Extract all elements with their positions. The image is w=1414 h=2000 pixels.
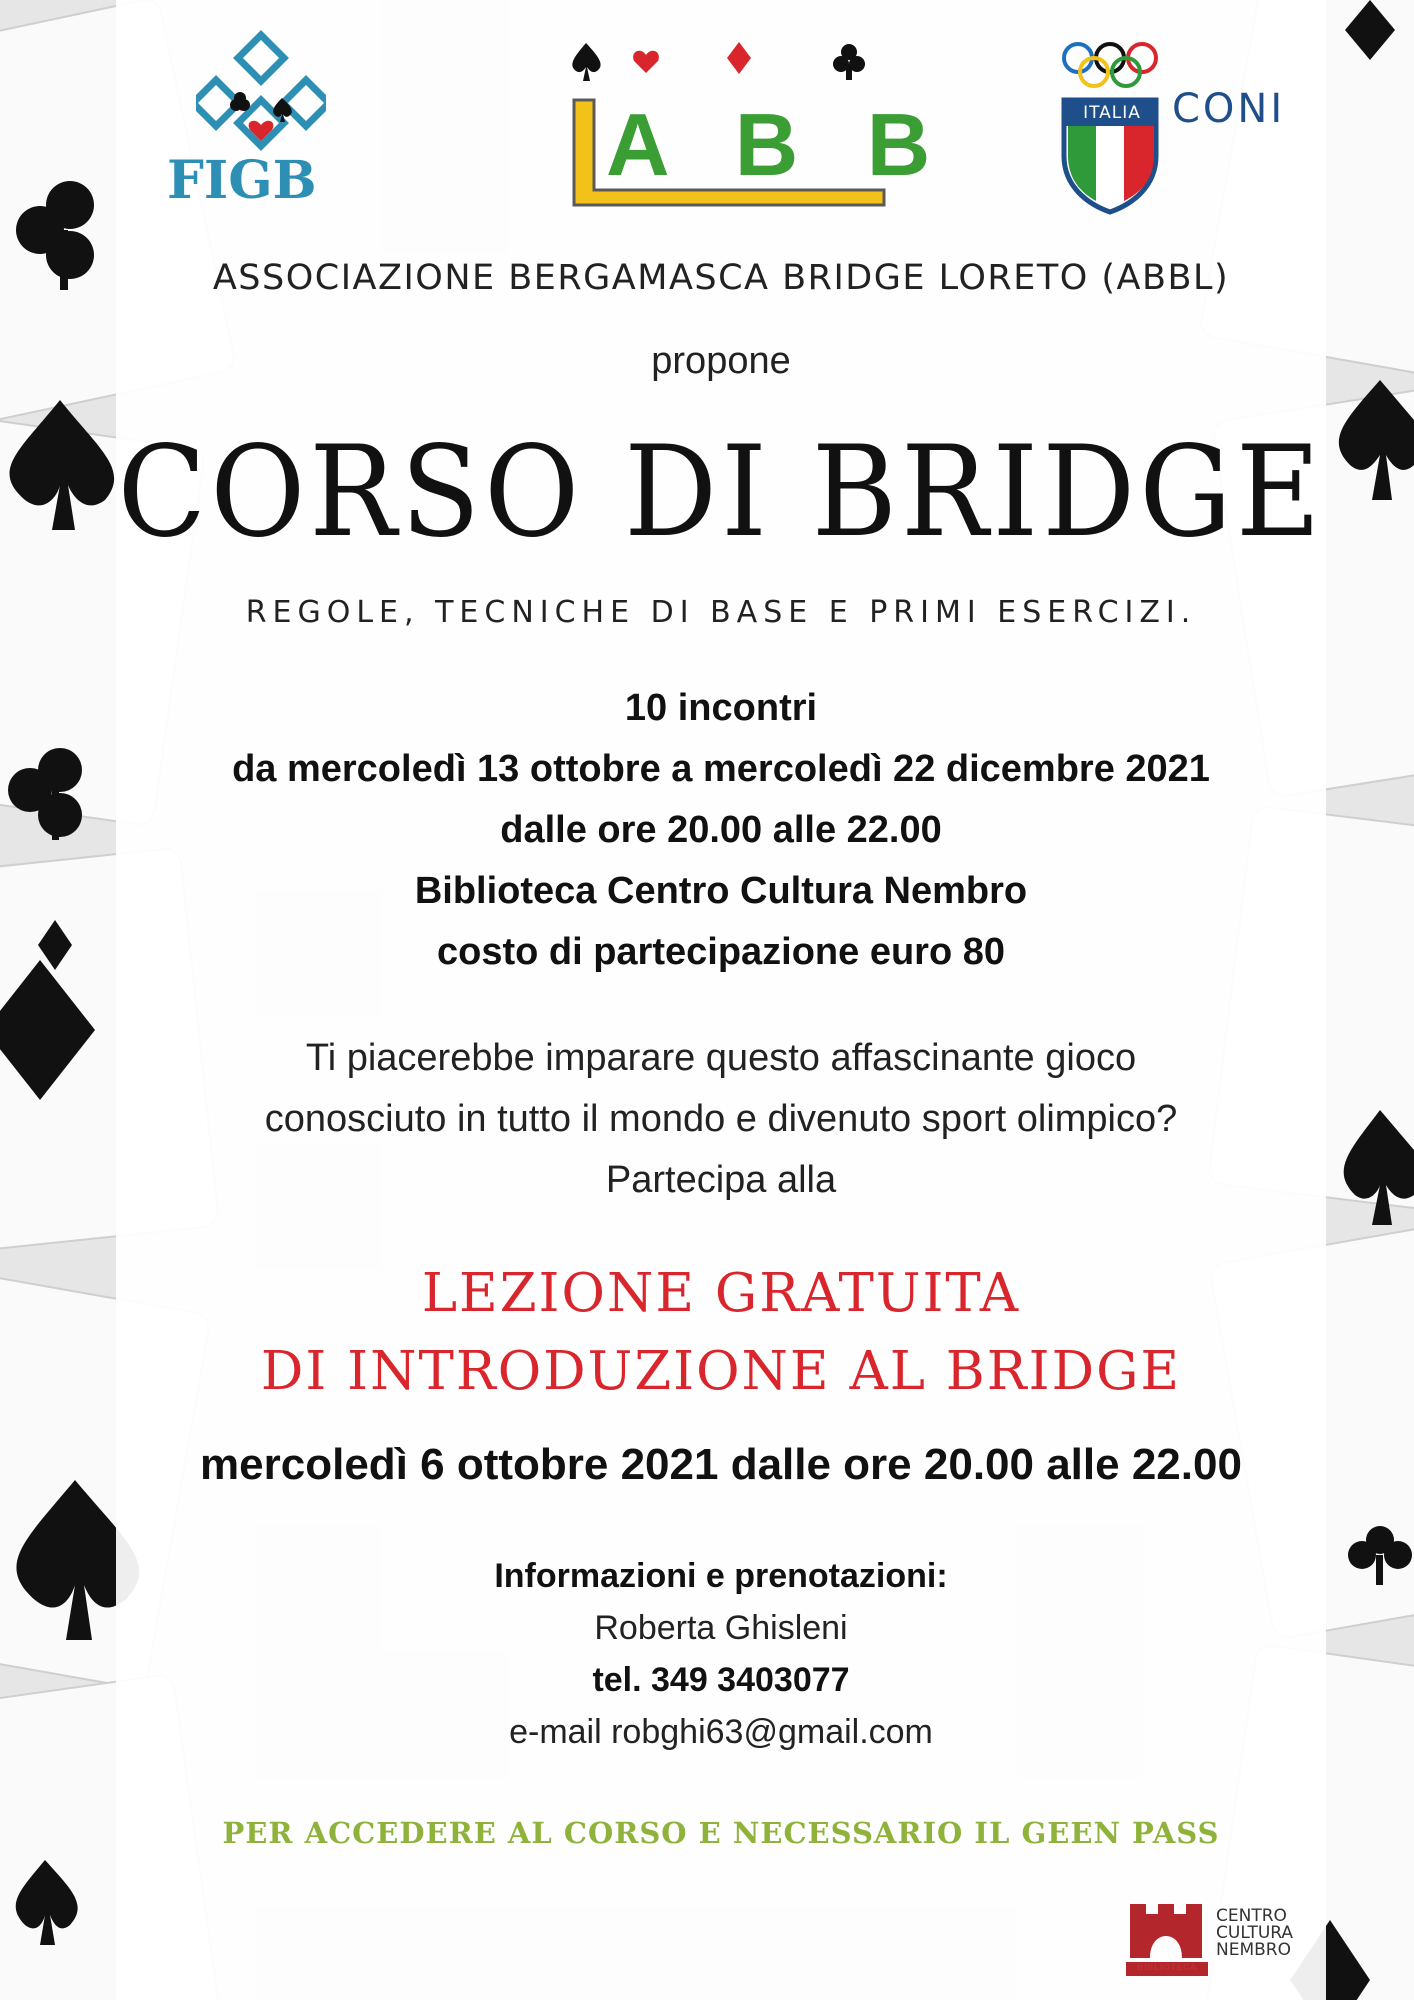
ccn-line: NEMBRO bbox=[1216, 1940, 1291, 1960]
ccn-line: CENTRO bbox=[1216, 1906, 1287, 1926]
coni-logo-text: CONI bbox=[1172, 86, 1286, 132]
contact-name: Roberta Ghisleni bbox=[594, 1609, 848, 1647]
green-pass-notice: PER ACCEDERE AL CORSO E NECESSARIO IL GEEN PASS bbox=[222, 1816, 1220, 1850]
propone-text: propone bbox=[651, 340, 791, 382]
figb-logo bbox=[196, 30, 326, 155]
page-subtitle: REGOLE, TECNICHE DI BASE E PRIMI ESERCIZI. bbox=[245, 595, 1197, 630]
course-detail-line: 10 incontri bbox=[624, 687, 818, 729]
invite-line: conosciuto in tutto il mondo e divenuto sport olimpico? bbox=[264, 1098, 1178, 1140]
course-detail-line: costo di partecipazione euro 80 bbox=[436, 931, 1006, 973]
free-lesson-line: LEZIONE GRATUITA bbox=[421, 1263, 1021, 1324]
italia-label: ITALIA bbox=[1083, 103, 1141, 123]
contact-heading: Informazioni e prenotazioni: bbox=[494, 1557, 948, 1595]
association-name: ASSOCIAZIONE BERGAMASCA BRIDGE LORETO (ABBL) bbox=[212, 258, 1230, 298]
free-lesson-date: mercoledì 6 ottobre 2021 dalle ore 20.00 alle 22.00 bbox=[200, 1440, 1242, 1489]
course-detail-line: dalle ore 20.00 alle 22.00 bbox=[500, 809, 942, 851]
figb-logo-text: FIGB bbox=[167, 150, 317, 211]
free-lesson-heading bbox=[116, 1255, 1326, 1411]
invite-line: Partecipa alla bbox=[605, 1159, 837, 1201]
contact-info bbox=[116, 1550, 1326, 1758]
course-detail-line: Biblioteca Centro Cultura Nembro bbox=[414, 870, 1028, 912]
course-detail-line: da mercoledì 13 ottobre a mercoledì 22 dicembre 2021 bbox=[232, 748, 1210, 790]
contact-email: e-mail robghi63@gmail.com bbox=[509, 1713, 933, 1751]
contact-phone: tel. 349 3403077 bbox=[592, 1661, 850, 1699]
invite-text bbox=[116, 1028, 1326, 1211]
coni-logo bbox=[1058, 36, 1166, 216]
page-title: CORSO DI BRIDGE bbox=[117, 419, 1325, 566]
course-details bbox=[116, 678, 1326, 983]
centro-cultura-nembro-text bbox=[1216, 1908, 1293, 1959]
ccn-line: CULTURA bbox=[1216, 1923, 1294, 1943]
invite-line: Ti piacerebbe imparare questo affascinante gioco bbox=[305, 1037, 1137, 1079]
abb-logo-text: A B B bbox=[606, 95, 953, 194]
biblioteca-label: BIBLIOTECA bbox=[1137, 1962, 1197, 1972]
free-lesson-line: DI INTRODUZIONE AL BRIDGE bbox=[260, 1341, 1182, 1402]
